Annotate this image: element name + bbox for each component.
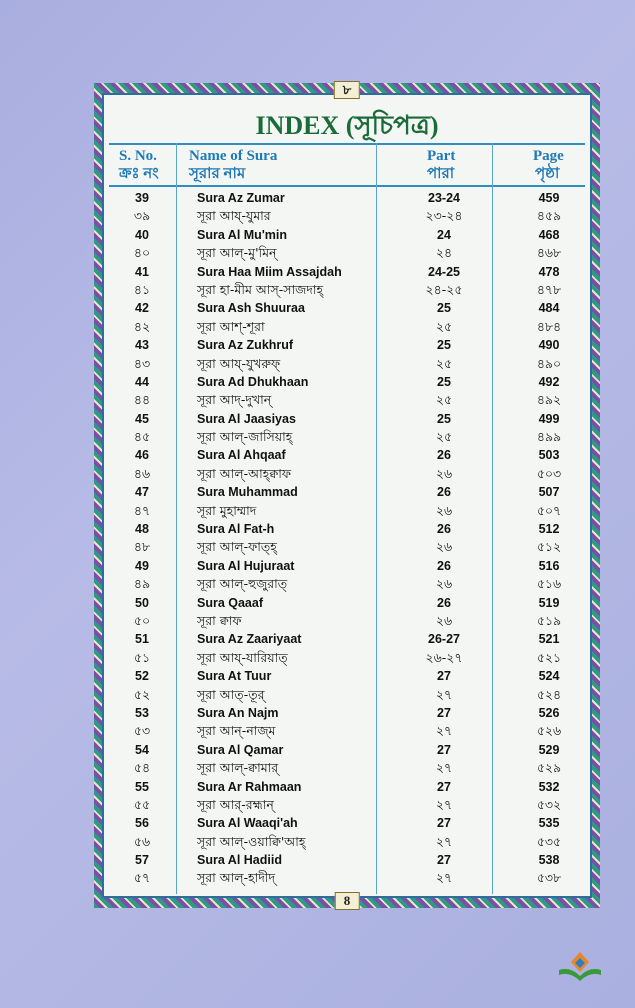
table-row [109,410,585,428]
row-serial-number: ৪৩ [133,355,151,371]
row-serial-number: 49 [135,558,149,573]
row-sura-name: সূরা আয্-যুমার [197,208,271,224]
table-row [109,428,585,446]
table-row [109,502,585,520]
row-sura-name: সূরা হা-মীম আস্-সাজদাহ্ [197,281,324,297]
row-page: ৫০৭ [536,502,562,518]
row-serial-number: 45 [135,411,149,426]
table-row [109,244,585,262]
row-part: ২৬ [435,576,453,592]
row-serial-number: 47 [135,485,149,500]
row-sura-name: সূরা আত্-তূর্ [197,686,265,702]
header-sn-bn: ক্রঃ নং [119,166,159,182]
page-border [94,83,600,908]
table-row [109,355,585,373]
row-sura-name: Sura Qaaaf [197,595,264,610]
row-page: ৫৩৫ [536,833,562,849]
row-sura-name: সূরা আশ্-শূরা [197,318,265,334]
row-sura-name: সূরা আল্-হাদীদ্ [197,870,276,886]
table-row [109,483,585,501]
row-page: 503 [538,448,560,463]
row-sura-name: Sura Al Ahqaaf [197,448,286,463]
row-sura-name: Sura Az Zukhruf [197,338,294,353]
row-serial-number: ৪১ [133,281,151,297]
header-name-bn: সূরার নাম [189,166,246,182]
row-part: 26 [437,485,451,500]
row-part: ২৫ [435,392,453,408]
row-part: ২৪-২৫ [425,281,463,297]
row-part: ২৭ [435,833,453,849]
row-sura-name: Sura Az Zumar [197,191,285,205]
row-serial-number: 57 [135,853,149,868]
table-row [109,391,585,409]
row-page: 524 [538,669,560,684]
row-sura-name: Sura Al Hujuraat [197,558,295,573]
row-serial-number: ৫২ [133,686,151,702]
index-page [102,93,592,898]
row-part: 27 [437,742,451,757]
table-row [109,686,585,704]
row-sura-name: Sura Ar Rahmaan [197,779,302,794]
row-sura-name: Sura An Najm [197,705,279,720]
row-page: 532 [538,779,560,794]
row-serial-number: ৩৯ [133,208,151,224]
book-logo-icon [555,948,605,984]
row-part: 24 [437,227,451,242]
table-row [109,263,585,281]
row-sura-name: সূরা আল্-ফাত্হ্ [197,539,277,555]
row-serial-number: 44 [135,374,149,389]
row-serial-number: 42 [135,301,149,316]
table-row [109,612,585,630]
row-serial-number: 51 [135,632,149,647]
row-sura-name: সূরা আল্-ক্বামার্ [197,760,279,776]
row-page: ৫০৩ [536,465,562,481]
row-sura-name: Sura Al Jaasiyas [197,411,296,426]
page-number-bottom: 8 [335,892,360,910]
row-part: ২৫ [435,355,453,371]
row-part: 26 [437,448,451,463]
table-row [109,796,585,814]
table-row [109,869,585,887]
row-page: 529 [538,742,560,757]
row-sura-name: সূরা আয্-যারিয়াত্ [197,649,288,665]
row-page: 521 [538,632,560,647]
row-serial-number: 54 [135,742,149,757]
row-sura-name: Sura At Tuur [197,669,272,684]
row-part: 23-24 [428,191,460,205]
row-serial-number: ৪৮ [133,539,151,555]
row-sura-name: সূরা আল্-মু'মিন্ [197,245,277,261]
table-row [109,557,585,575]
row-part: ২৩-২৪ [425,208,463,224]
table-row [109,575,585,593]
row-serial-number: 56 [135,816,149,831]
row-page: ৫১২ [536,539,562,555]
table-row [109,538,585,556]
row-serial-number: 46 [135,448,149,463]
row-sura-name: সূরা আদ্-দুখান্ [197,392,272,408]
row-serial-number: ৫৩ [133,723,151,739]
row-part: 27 [437,705,451,720]
table-row [109,189,585,207]
row-serial-number: ৪৭ [133,502,151,518]
table-row [109,281,585,299]
row-serial-number: 40 [135,227,149,242]
row-part: 26 [437,522,451,537]
row-part: ২৭ [435,686,453,702]
row-page: ৪৯২ [536,392,562,408]
header-part-bn: পারা [427,166,455,182]
row-page: ৫২১ [536,649,562,665]
row-page: ৫৩২ [536,796,562,812]
table-row [109,814,585,832]
row-page: 526 [538,705,560,720]
table-row [109,207,585,225]
row-page: 535 [538,816,560,831]
table-row [109,741,585,759]
page-title: INDEX (সূচিপত্র) [255,111,439,140]
row-part: 26 [437,558,451,573]
row-serial-number: ৫৫ [133,796,151,812]
row-part: ২৬-২৭ [425,649,463,665]
table-row [109,778,585,796]
row-part: 27 [437,669,451,684]
row-page: ৪৮৪ [536,318,562,334]
row-serial-number: ৫৬ [133,833,151,849]
row-page: 519 [538,595,560,610]
row-serial-number: ৪২ [133,318,151,334]
table-row [109,318,585,336]
row-sura-name: Sura Ash Shuuraa [197,301,305,316]
row-part: ২৫ [435,429,453,445]
row-serial-number: ৪৯ [133,576,151,592]
table-row [109,833,585,851]
row-part: ২৭ [435,760,453,776]
table-row [109,299,585,317]
row-part: 25 [437,374,451,389]
row-page: 459 [538,191,560,205]
row-sura-name: সূরা আন্-নাজ্ম [197,723,276,739]
table-row [109,446,585,464]
row-sura-name: সূরা আল্-ওয়াক্বি'আহ্ [197,833,306,849]
row-serial-number: 52 [135,669,149,684]
row-page: ৪৭৮ [536,281,562,297]
row-page: 507 [538,485,560,500]
header-sn-en: S. No. [119,148,157,164]
row-page: 499 [538,411,560,426]
header-part-en: Part [427,148,456,164]
row-sura-name: সূরা আল্-আহ্ক্বাফ [197,465,292,481]
row-sura-name: Sura Al Hadiid [197,853,282,868]
row-page: 538 [538,853,560,868]
row-part: ২৭ [435,796,453,812]
row-serial-number: ৫৭ [133,870,151,886]
row-part: 27 [437,779,451,794]
row-page: ৫১৯ [536,612,562,628]
table-row [109,226,585,244]
row-sura-name: সূরা ক্বাফ [197,612,242,628]
table-row [109,649,585,667]
row-part: 24-25 [428,264,460,279]
row-serial-number: ৪০ [133,245,151,261]
row-serial-number: 48 [135,522,149,537]
row-part: 26 [437,595,451,610]
row-serial-number: ৪৫ [133,429,151,445]
table-row [109,704,585,722]
row-sura-name: সূরা আর্-রহ্মান্ [197,796,274,812]
header-name-en: Name of Sura [189,148,278,164]
row-sura-name: সূরা মুহাম্মাদ [197,502,257,518]
row-serial-number: ৫৪ [133,760,151,776]
page-number-top: ৮ [334,81,360,99]
row-page: ৫২৬ [536,723,562,739]
row-page: 516 [538,558,560,573]
row-page: ৪৫৯ [536,208,562,224]
row-part: 25 [437,338,451,353]
row-part: ২৭ [435,870,453,886]
table-row [109,722,585,740]
table-row [109,520,585,538]
row-page: ৫১৬ [536,576,562,592]
header-page-bn: পৃষ্ঠা [535,166,560,182]
row-part: 25 [437,411,451,426]
row-serial-number: 41 [135,264,149,279]
row-page: ৪৯৯ [536,429,562,445]
row-serial-number: ৪৬ [133,465,151,481]
row-part: ২৫ [435,318,453,334]
table-row [109,667,585,685]
row-sura-name: Sura Al Qamar [197,742,284,757]
row-sura-name: Sura Az Zaariyaat [197,632,302,647]
row-sura-name: সূরা আয্-যুখরুফ্ [197,355,281,371]
table-row [109,336,585,354]
row-part: ২৬ [435,502,453,518]
row-page: ৫২৪ [536,686,562,702]
row-serial-number: ৪৪ [133,392,151,408]
table-row [109,373,585,391]
row-part: 27 [437,816,451,831]
row-serial-number: ৫১ [133,649,151,665]
table-row [109,851,585,869]
table-row [109,630,585,648]
row-page: ৪৬৮ [536,245,562,261]
row-serial-number: 39 [135,191,149,205]
row-part: ২৬ [435,465,453,481]
row-sura-name: Sura Al Waaqi'ah [197,816,298,831]
row-page: 478 [538,264,560,279]
row-page: ৪৯০ [536,355,562,371]
row-sura-name: Sura Muhammad [197,485,298,500]
row-part: 25 [437,301,451,316]
row-page: 468 [538,227,560,242]
table-row [109,465,585,483]
row-sura-name: Sura Al Fat-h [197,522,275,537]
row-part: 27 [437,853,451,868]
row-part: ২৬ [435,612,453,628]
row-sura-name: সূরা আল্-জাসিয়াহ্ [197,429,293,445]
row-sura-name: Sura Al Mu'min [197,227,288,242]
row-page: ৫২৯ [536,760,562,776]
row-sura-name: Sura Ad Dhukhaan [197,374,309,389]
row-page: 492 [538,374,560,389]
table-row [109,759,585,777]
row-part: 26-27 [428,632,460,647]
row-page: 512 [538,522,560,537]
row-page: 490 [538,338,560,353]
row-serial-number: 55 [135,779,149,794]
table-row [109,594,585,612]
row-serial-number: 43 [135,338,149,353]
row-part: ২৪ [435,245,453,261]
row-serial-number: 50 [135,595,149,610]
table-header [109,143,585,187]
row-sura-name: সূরা আল্-হুজুরাত্ [197,576,288,592]
index-table-body [109,189,585,888]
row-sura-name: Sura Haa Miim Assajdah [197,264,342,279]
row-part: ২৬ [435,539,453,555]
row-part: ২৭ [435,723,453,739]
row-serial-number: ৫০ [133,612,151,628]
header-page-en: Page [533,148,564,164]
row-page: 484 [538,301,560,316]
row-page: ৫৩৮ [536,870,562,886]
row-serial-number: 53 [135,705,149,720]
